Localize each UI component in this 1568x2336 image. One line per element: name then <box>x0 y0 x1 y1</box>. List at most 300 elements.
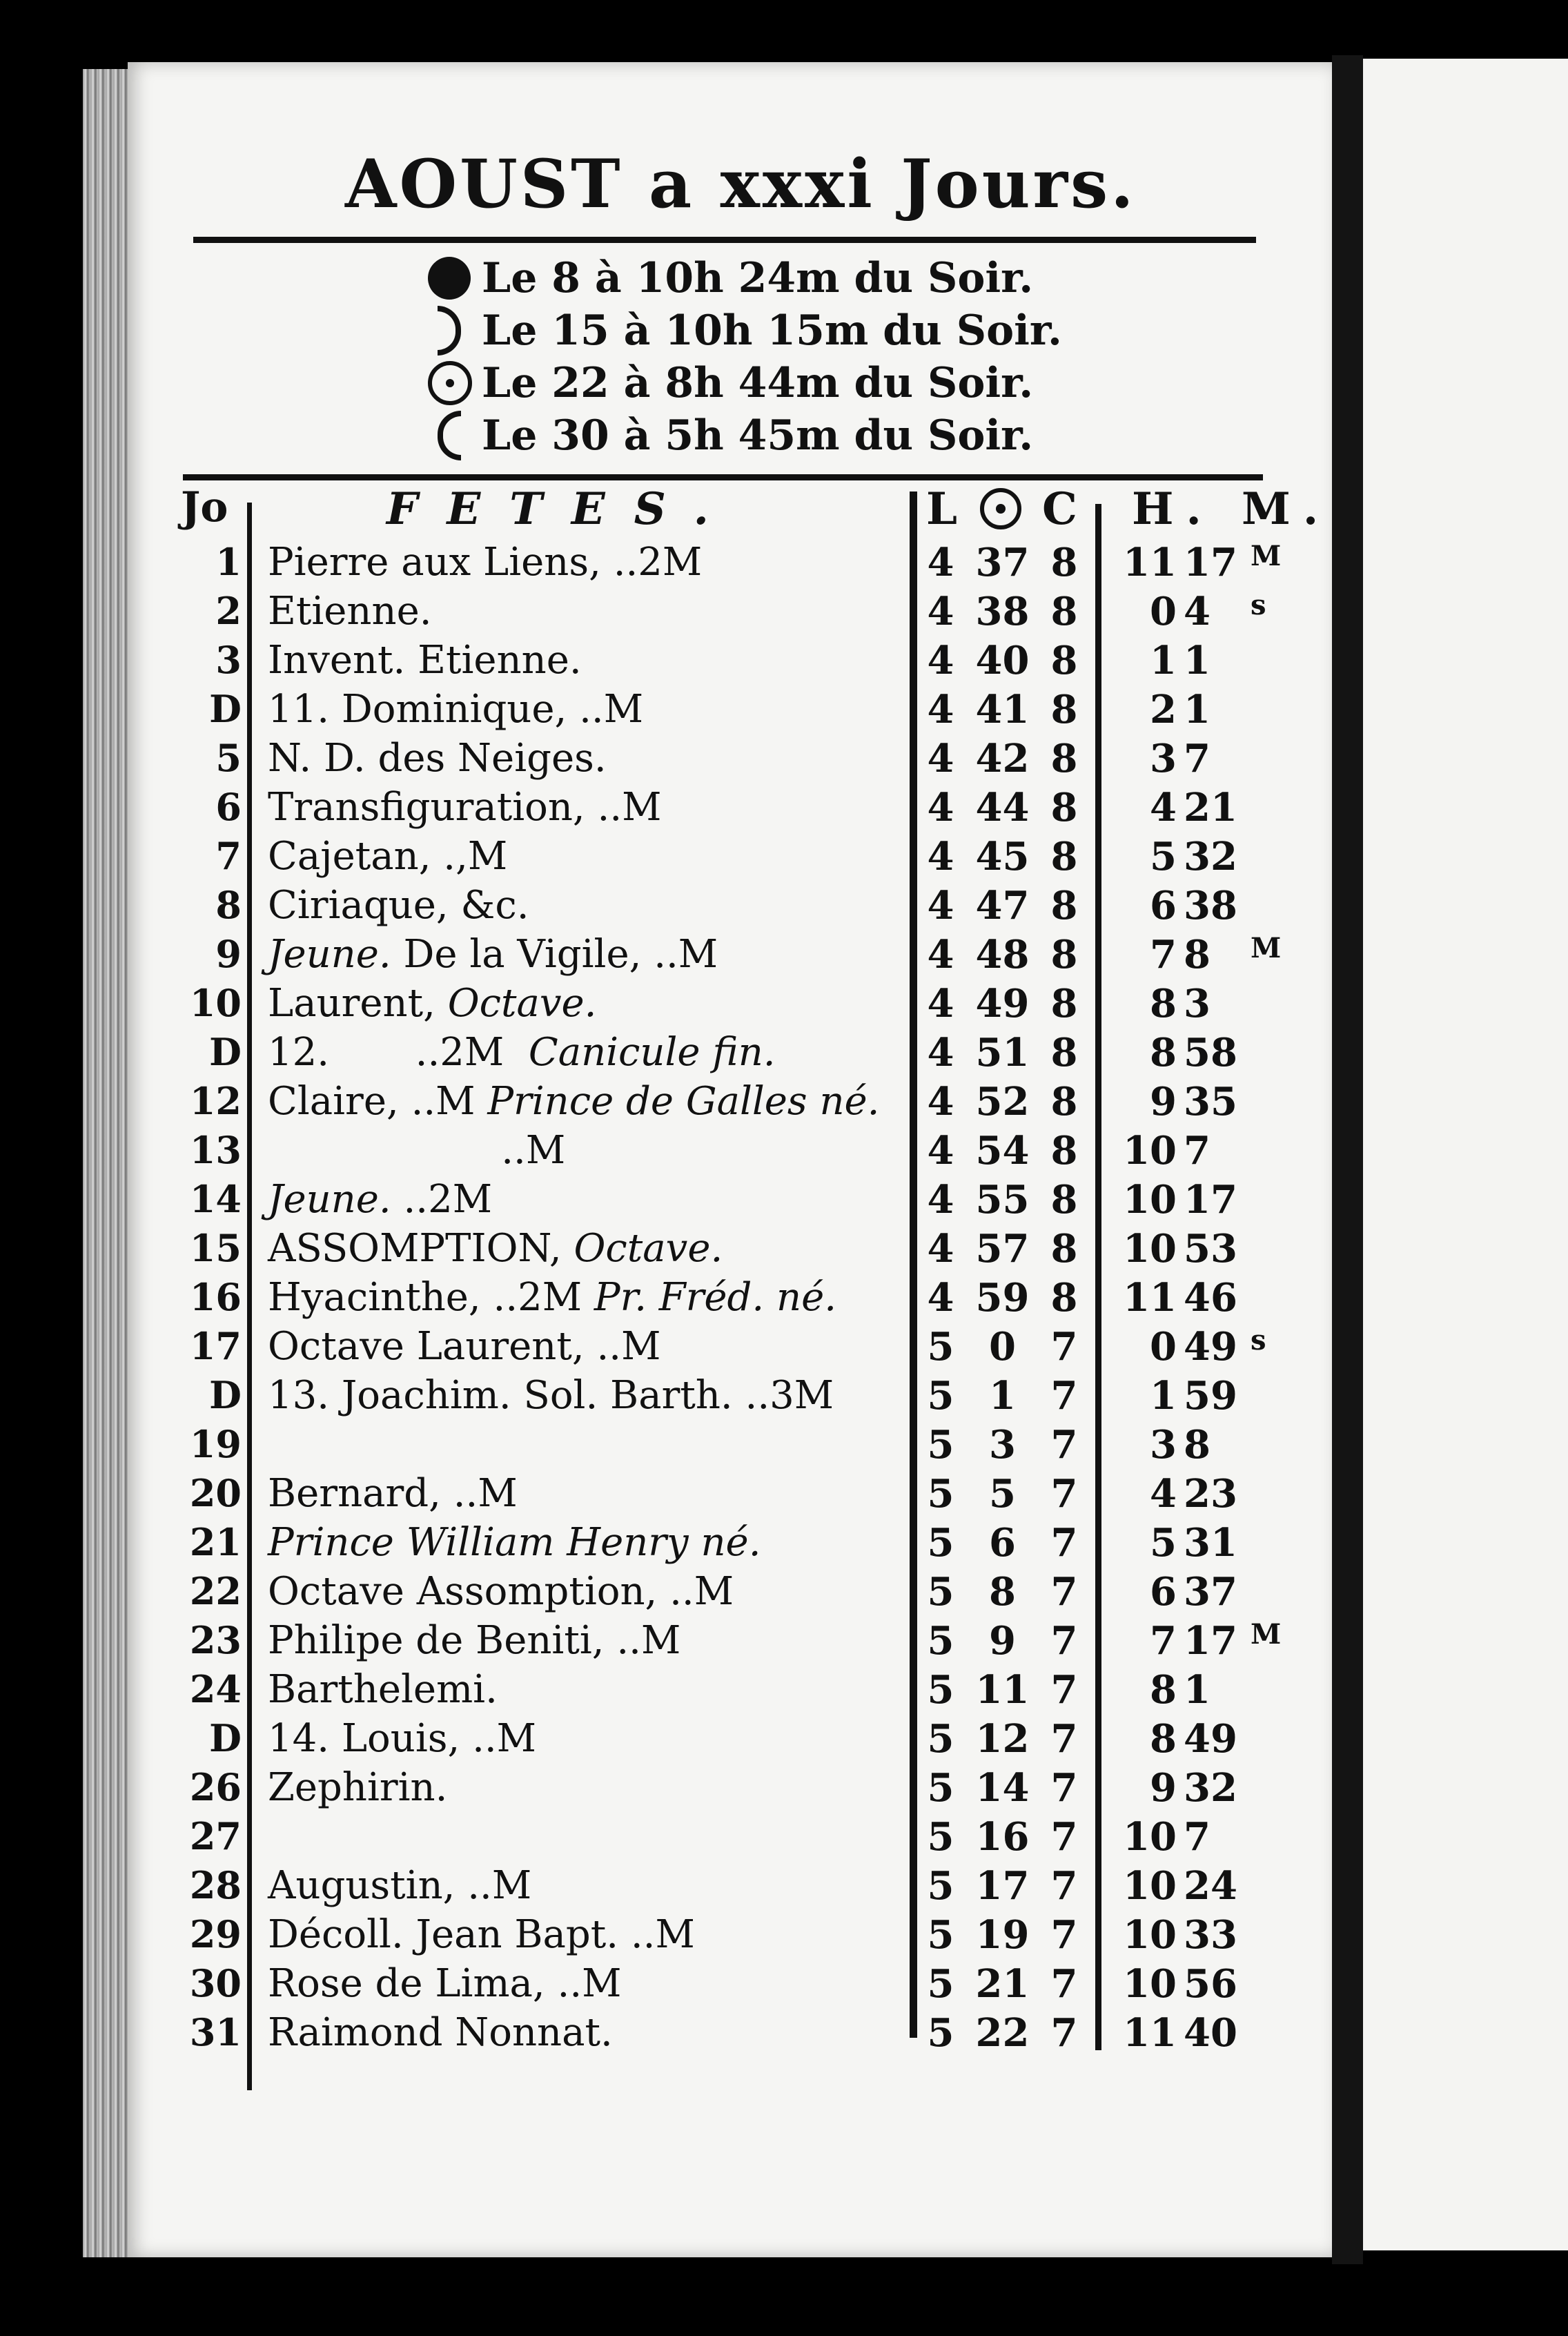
sunrise-minute: 48 <box>975 932 1030 977</box>
sunrise-hour: 5 <box>927 1863 954 1909</box>
moon-minute: 40 <box>1184 2010 1237 2056</box>
sunrise-hour: 4 <box>927 589 954 634</box>
moon-hour: 3 <box>1150 1422 1177 1468</box>
moon-hour: 6 <box>1150 883 1177 928</box>
sunrise-minute: 59 <box>975 1275 1030 1321</box>
day-number: 26 <box>189 1765 242 1809</box>
feast-name: 14. Louis, ..M <box>268 1716 537 1761</box>
sunrise-hour: 4 <box>927 834 954 879</box>
sunrise-minute: 0 <box>989 1324 1016 1370</box>
header-lever: L <box>926 483 957 535</box>
sunrise-hour: 5 <box>927 1373 954 1419</box>
sunrise-hour: 5 <box>927 1814 954 1860</box>
day-number: 3 <box>215 638 242 682</box>
feast-name: Cajetan, .,M <box>268 834 508 879</box>
feast-text <box>268 1471 518 1516</box>
moon-hour: 10 <box>1123 1912 1177 1958</box>
sunrise-hour: 4 <box>927 1030 954 1075</box>
moon-minute: 46 <box>1184 1275 1237 1321</box>
moon-hour: 7 <box>1150 1618 1177 1664</box>
moon-minute: 1 <box>1184 638 1211 683</box>
moon-minute: 21 <box>1184 785 1237 830</box>
moon-hour: 7 <box>1150 932 1177 977</box>
feast-text <box>268 540 702 585</box>
moon-minute: 59 <box>1184 1373 1237 1419</box>
sunrise-minute: 3 <box>989 1422 1016 1468</box>
sunrise-minute: 45 <box>975 834 1030 879</box>
table-row <box>0 1079 1568 1128</box>
day-number: 13 <box>189 1128 242 1172</box>
feast-name: Invent. Etienne. <box>268 638 582 683</box>
sunrise-minute: 44 <box>975 785 1030 830</box>
day-number: 12 <box>189 1079 242 1123</box>
moon-minute: 49 <box>1184 1716 1237 1762</box>
sunset-hour: 8 <box>1050 785 1078 830</box>
table-row <box>0 540 1568 589</box>
table-row <box>0 785 1568 834</box>
sunrise-minute: 9 <box>989 1618 1016 1664</box>
feast-italic-note: Octave. <box>447 981 597 1026</box>
sunrise-minute: 57 <box>975 1226 1030 1272</box>
feast-name: Raimond Nonnat. <box>268 2010 613 2055</box>
feast-text <box>268 589 432 634</box>
sunset-hour: 8 <box>1050 589 1078 634</box>
moon-minute: 4 <box>1184 589 1211 634</box>
moon-minute: 35 <box>1184 1079 1237 1125</box>
sunrise-hour: 4 <box>927 1177 954 1223</box>
moon-minute: 1 <box>1184 687 1211 732</box>
moon-minute: 49 <box>1184 1324 1237 1370</box>
moon-hour: 8 <box>1150 1667 1177 1713</box>
feast-text <box>268 1912 695 1957</box>
feast-name: 12. ..2M <box>268 1030 529 1075</box>
day-number: 19 <box>189 1422 242 1466</box>
feast-text <box>268 638 582 683</box>
sunset-hour: 7 <box>1050 1569 1078 1615</box>
feast-name: ..2M <box>391 1177 493 1222</box>
day-number: 30 <box>189 1961 242 2005</box>
feast-text <box>268 2010 613 2055</box>
moon-phase-row <box>428 304 1062 357</box>
feast-text <box>268 883 529 928</box>
feast-name: Laurent, <box>268 981 448 1026</box>
sunrise-hour: 5 <box>927 1765 954 1811</box>
feast-text <box>268 932 718 977</box>
moon-minute: 17 <box>1184 1618 1237 1664</box>
feast-italic-note: Canicule fin. <box>528 1030 776 1075</box>
table-row <box>0 1716 1568 1765</box>
moon-minute: 24 <box>1184 1863 1237 1909</box>
sunrise-minute: 51 <box>975 1030 1030 1075</box>
day-number: D <box>209 1030 242 1074</box>
moon-hour: 0 <box>1150 1324 1177 1370</box>
sunset-hour: 7 <box>1050 1324 1078 1370</box>
sunrise-hour: 4 <box>927 540 954 585</box>
header-hour-minute: H. M. <box>1132 483 1331 535</box>
feast-name: Pierre aux Liens, ..2M <box>268 540 703 585</box>
feast-name: Octave Laurent, ..M <box>268 1324 661 1369</box>
day-number: 9 <box>215 932 242 976</box>
day-number: 23 <box>189 1618 242 1662</box>
day-number: 29 <box>189 1912 242 1956</box>
sunrise-hour: 5 <box>927 2010 954 2056</box>
sunrise-hour: 5 <box>927 1912 954 1958</box>
sunrise-hour: 5 <box>927 1569 954 1615</box>
moon-hour: 8 <box>1150 1030 1177 1075</box>
day-number: 31 <box>189 2010 242 2054</box>
table-row <box>0 638 1568 687</box>
moon-marker: s <box>1251 1324 1266 1356</box>
moon-marker: M <box>1251 540 1282 572</box>
feast-name: N. D. des Neiges. <box>268 736 607 781</box>
moon-minute: 33 <box>1184 1912 1237 1958</box>
moon-hour: 10 <box>1123 1814 1177 1860</box>
moon-hour: 10 <box>1123 1128 1177 1174</box>
sunrise-hour: 4 <box>927 1128 954 1174</box>
moon-phase-text: Le 15 à 10h 15m du Soir. <box>482 306 1062 355</box>
sunrise-hour: 5 <box>927 1471 954 1517</box>
first-quarter-icon <box>438 306 461 356</box>
feast-text <box>268 1569 734 1614</box>
moon-minute: 3 <box>1184 981 1211 1026</box>
feast-name: Barthelemi. <box>268 1667 498 1712</box>
moon-hour: 9 <box>1150 1079 1177 1125</box>
sunset-hour: 8 <box>1050 932 1078 977</box>
sunrise-hour: 5 <box>927 1324 954 1370</box>
moon-hour: 1 <box>1150 638 1177 683</box>
table-row <box>0 2010 1568 2059</box>
moon-minute: 7 <box>1184 736 1211 781</box>
moon-minute: 56 <box>1184 1961 1237 2007</box>
sunrise-minute: 12 <box>975 1716 1030 1762</box>
moon-hour: 0 <box>1150 589 1177 634</box>
feast-text <box>268 1128 565 1173</box>
day-number: 20 <box>189 1471 242 1515</box>
moon-hour: 1 <box>1150 1373 1177 1419</box>
moon-phases <box>428 252 1062 462</box>
moon-phase-row <box>428 357 1062 409</box>
sunset-hour: 8 <box>1050 736 1078 781</box>
day-number: 17 <box>189 1324 242 1368</box>
sunset-hour: 7 <box>1050 1814 1078 1860</box>
page-title: AOUST a xxxi Jours. <box>345 145 1137 223</box>
sunrise-minute: 42 <box>975 736 1030 781</box>
moon-phase-text: Le 8 à 10h 24m du Soir. <box>482 254 1034 302</box>
sunrise-minute: 5 <box>989 1471 1016 1517</box>
moon-minute: 37 <box>1184 1569 1237 1615</box>
sunset-hour: 8 <box>1050 687 1078 732</box>
moon-hour: 10 <box>1123 1863 1177 1909</box>
feast-text <box>268 1226 723 1271</box>
last-quarter-icon <box>438 411 461 460</box>
table-row <box>0 1030 1568 1079</box>
sunrise-hour: 4 <box>927 785 954 830</box>
sunrise-minute: 52 <box>975 1079 1030 1125</box>
sunrise-hour: 4 <box>927 981 954 1026</box>
table-row <box>0 687 1568 736</box>
moon-marker: s <box>1251 589 1266 621</box>
sunrise-hour: 4 <box>927 638 954 683</box>
feast-name: Transfiguration, ..M <box>268 785 662 830</box>
table-row <box>0 932 1568 981</box>
table-row <box>0 1324 1568 1373</box>
moon-phase-row <box>428 252 1062 304</box>
moon-minute: 8 <box>1184 932 1211 977</box>
feast-name: Rose de Lima, ..M <box>268 1961 622 2006</box>
table-row <box>0 1814 1568 1863</box>
moon-hour: 10 <box>1123 1226 1177 1272</box>
table-row <box>0 1961 1568 2010</box>
sunrise-hour: 4 <box>927 736 954 781</box>
sunset-hour: 7 <box>1050 1667 1078 1713</box>
feast-text <box>268 1373 834 1418</box>
sunrise-minute: 38 <box>975 589 1030 634</box>
table-row <box>0 1667 1568 1716</box>
sunrise-hour: 5 <box>927 1716 954 1762</box>
table-row <box>0 1765 1568 1814</box>
day-number: 10 <box>189 981 242 1025</box>
day-number: D <box>209 1716 242 1760</box>
sunset-hour: 7 <box>1050 1471 1078 1517</box>
sunrise-minute: 49 <box>975 981 1030 1026</box>
moon-minute: 32 <box>1184 1765 1237 1811</box>
sunrise-hour: 5 <box>927 1667 954 1713</box>
title-rule <box>193 237 1256 243</box>
sunset-hour: 8 <box>1050 1177 1078 1223</box>
moon-hour: 11 <box>1123 2010 1177 2056</box>
feast-text <box>268 834 507 879</box>
feast-name: 13. Joachim. Sol. Barth. ..3M <box>268 1373 834 1418</box>
feast-text <box>268 687 643 732</box>
day-number: 6 <box>215 785 242 829</box>
sunset-hour: 8 <box>1050 1079 1078 1125</box>
sunrise-minute: 19 <box>975 1912 1030 1958</box>
day-number: 22 <box>189 1569 242 1613</box>
feast-italic-note: Prince William Henry né. <box>268 1520 761 1565</box>
table-row <box>0 834 1568 883</box>
sunset-hour: 8 <box>1050 638 1078 683</box>
moon-hour: 3 <box>1150 736 1177 781</box>
feast-text <box>268 1863 531 1908</box>
sunrise-minute: 14 <box>975 1765 1030 1811</box>
moon-minute: 7 <box>1184 1814 1211 1860</box>
sunrise-minute: 8 <box>989 1569 1016 1615</box>
day-number: 27 <box>189 1814 242 1858</box>
feast-name: Philipe de Beniti, ..M <box>268 1618 681 1663</box>
sunrise-minute: 54 <box>975 1128 1030 1174</box>
sunrise-hour: 5 <box>927 1961 954 2007</box>
moon-minute: 53 <box>1184 1226 1237 1272</box>
moon-hour: 8 <box>1150 981 1177 1026</box>
feast-name: 11. Dominique, ..M <box>268 687 644 732</box>
sunset-hour: 8 <box>1050 1275 1078 1321</box>
moon-hour: 5 <box>1150 1520 1177 1566</box>
feast-text <box>268 1961 621 2006</box>
table-row <box>0 1373 1568 1422</box>
moon-hour: 8 <box>1150 1716 1177 1762</box>
table-row <box>0 1569 1568 1618</box>
feast-name: ..M <box>268 1128 566 1173</box>
feast-text <box>268 1618 680 1663</box>
moon-hour: 5 <box>1150 834 1177 879</box>
sunset-hour: 7 <box>1050 1618 1078 1664</box>
sunrise-minute: 47 <box>975 883 1030 928</box>
feast-text <box>268 1177 492 1222</box>
day-number: 1 <box>215 540 242 584</box>
sunset-hour: 7 <box>1050 1912 1078 1958</box>
feast-text <box>268 736 607 781</box>
moon-marker: M <box>1251 1618 1282 1651</box>
moon-hour: 11 <box>1123 1275 1177 1321</box>
day-number: D <box>209 687 242 731</box>
day-number: 2 <box>215 589 242 633</box>
table-row <box>0 1520 1568 1569</box>
sunrise-minute: 41 <box>975 687 1030 732</box>
moon-minute: 58 <box>1184 1030 1237 1075</box>
feast-text <box>268 1716 536 1761</box>
sunset-hour: 8 <box>1050 1226 1078 1272</box>
header-jour: Jo <box>181 483 228 532</box>
sunrise-hour: 4 <box>927 932 954 977</box>
sunset-hour: 7 <box>1050 1765 1078 1811</box>
new-moon-icon <box>428 257 471 300</box>
sunrise-hour: 4 <box>927 1226 954 1272</box>
moon-minute: 23 <box>1184 1471 1237 1517</box>
sunset-hour: 8 <box>1050 981 1078 1026</box>
day-number: 7 <box>215 834 242 878</box>
feast-text <box>268 1079 879 1124</box>
full-moon-icon <box>428 361 472 405</box>
moon-minute: 38 <box>1184 883 1237 928</box>
sunrise-hour: 4 <box>927 883 954 928</box>
sunrise-minute: 17 <box>975 1863 1030 1909</box>
feast-name: Ciriaque, &c. <box>268 883 529 928</box>
moon-hour: 4 <box>1150 785 1177 830</box>
table-row <box>0 1226 1568 1275</box>
table-row <box>0 589 1568 638</box>
sunrise-minute: 21 <box>975 1961 1030 2007</box>
sunset-hour: 8 <box>1050 1128 1078 1174</box>
sunrise-minute: 16 <box>975 1814 1030 1860</box>
moon-hour: 2 <box>1150 687 1177 732</box>
moon-phase-text: Le 30 à 5h 45m du Soir. <box>482 411 1034 460</box>
moon-minute: 17 <box>1184 540 1237 585</box>
moon-hour: 11 <box>1123 540 1177 585</box>
sunset-hour: 8 <box>1050 1030 1078 1075</box>
moon-hour: 10 <box>1123 1961 1177 2007</box>
moon-phase-row <box>428 409 1062 462</box>
feast-italic-note: Pr. Fréd. né. <box>594 1275 837 1320</box>
table-row <box>0 1618 1568 1667</box>
sunset-hour: 7 <box>1050 1520 1078 1566</box>
day-number: 21 <box>189 1520 242 1564</box>
day-number: 16 <box>189 1275 242 1319</box>
moon-hour: 9 <box>1150 1765 1177 1811</box>
table-row <box>0 1177 1568 1226</box>
sunrise-hour: 5 <box>927 1618 954 1664</box>
feast-name: Hyacinthe, ..2M <box>268 1275 594 1320</box>
moon-minute: 32 <box>1184 834 1237 879</box>
feast-italic-note: Prince de Galles né. <box>487 1079 880 1124</box>
sunrise-minute: 55 <box>975 1177 1030 1223</box>
sunset-hour: 8 <box>1050 883 1078 928</box>
feast-name: Bernard, ..M <box>268 1471 518 1516</box>
moon-minute: 17 <box>1184 1177 1237 1223</box>
moon-minute: 31 <box>1184 1520 1237 1566</box>
sunrise-hour: 5 <box>927 1422 954 1468</box>
sunrise-minute: 37 <box>975 540 1030 585</box>
feast-name: ASSOMPTION, <box>268 1226 574 1271</box>
sunset-hour: 7 <box>1050 1422 1078 1468</box>
table-row <box>0 883 1568 932</box>
day-number: 28 <box>189 1863 242 1907</box>
sunset-hour: 7 <box>1050 1961 1078 2007</box>
sunrise-hour: 5 <box>927 1520 954 1566</box>
feast-text <box>268 1667 498 1712</box>
sunrise-minute: 11 <box>975 1667 1030 1713</box>
table-row <box>0 1471 1568 1520</box>
sunrise-minute: 22 <box>975 2010 1030 2056</box>
feast-name: Augustin, ..M <box>268 1863 532 1908</box>
feast-text <box>268 1275 836 1320</box>
sunset-hour: 7 <box>1050 2010 1078 2056</box>
sunset-hour: 7 <box>1050 1373 1078 1419</box>
table-row <box>0 1128 1568 1177</box>
moon-marker: M <box>1251 932 1282 964</box>
table-row <box>0 981 1568 1030</box>
header-coucher: C <box>1042 483 1077 535</box>
sunrise-hour: 4 <box>927 1275 954 1321</box>
feast-text <box>268 1520 761 1565</box>
sunrise-minute: 40 <box>975 638 1030 683</box>
feast-italic-prefix: Jeune. <box>268 932 391 977</box>
moon-phase-text: Le 22 à 8h 44m du Soir. <box>482 359 1034 407</box>
table-top-rule <box>183 474 1263 480</box>
sunrise-hour: 4 <box>927 1079 954 1125</box>
table-row <box>0 1912 1568 1961</box>
feast-text <box>268 1765 447 1810</box>
sunrise-minute: 1 <box>989 1373 1016 1419</box>
day-number: D <box>209 1373 242 1417</box>
sunset-hour: 8 <box>1050 540 1078 585</box>
sunset-hour: 7 <box>1050 1716 1078 1762</box>
day-number: 14 <box>189 1177 242 1221</box>
table-row <box>0 1275 1568 1324</box>
sunrise-hour: 4 <box>927 687 954 732</box>
moon-minute: 8 <box>1184 1422 1211 1468</box>
sunset-hour: 7 <box>1050 1863 1078 1909</box>
sunrise-minute: 6 <box>989 1520 1016 1566</box>
feast-name: Octave Assomption, ..M <box>268 1569 734 1614</box>
feast-italic-prefix: Jeune. <box>268 1177 391 1222</box>
feast-name: De la Vigile, ..M <box>391 932 718 977</box>
feast-name: Zephirin. <box>268 1765 448 1810</box>
sunset-hour: 8 <box>1050 834 1078 879</box>
moon-hour: 10 <box>1123 1177 1177 1223</box>
moon-minute: 1 <box>1184 1667 1211 1713</box>
day-number: 8 <box>215 883 242 927</box>
feast-name: Claire, ..M <box>268 1079 488 1124</box>
feast-text <box>268 1324 660 1369</box>
feast-text <box>268 981 596 1026</box>
feast-italic-note: Octave. <box>574 1226 723 1271</box>
sun-icon <box>980 488 1021 529</box>
day-number: 5 <box>215 736 242 780</box>
table-row <box>0 1422 1568 1471</box>
header-fetes: FETES. <box>386 483 738 535</box>
day-number: 24 <box>189 1667 242 1711</box>
table-row <box>0 1863 1568 1912</box>
